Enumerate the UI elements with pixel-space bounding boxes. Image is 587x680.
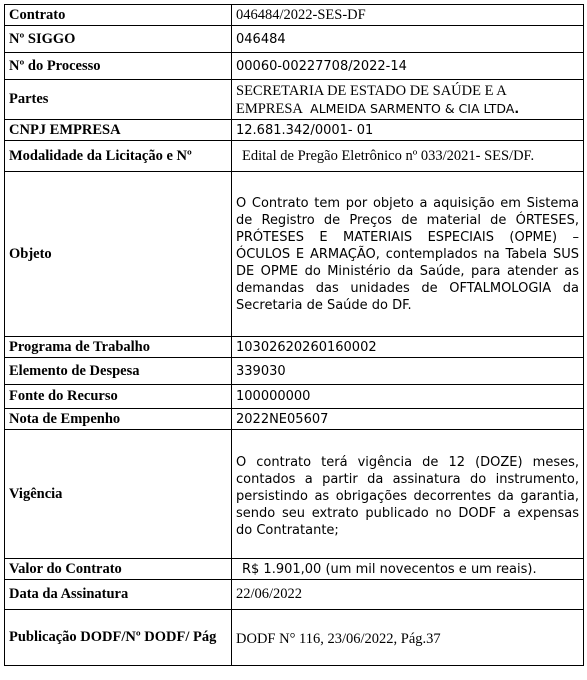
row-elemento bbox=[5, 358, 584, 385]
row-valor bbox=[5, 559, 584, 580]
label-elemento: Elemento de Despesa bbox=[5, 358, 232, 385]
label-contrato: Contrato bbox=[5, 5, 232, 26]
row-cnpj bbox=[5, 120, 584, 141]
label-publicacao: Publicação DODF/Nº DODF/ Pág bbox=[5, 610, 232, 666]
row-vigencia bbox=[5, 430, 584, 559]
value-partes bbox=[232, 80, 584, 120]
value-contrato: 046484/2022-SES-DF bbox=[232, 5, 584, 26]
row-data bbox=[5, 580, 584, 610]
label-partes: Partes bbox=[5, 80, 232, 120]
row-contrato bbox=[5, 5, 584, 26]
value-vigencia: O contrato terá vigência de 12 (DOZE) meses, contados a partir da assinatura do instrumento, persistindo as obrigações decorrentes da garantia, sendo seu extrato publicado no DODF a expensas do Contratante; bbox=[232, 430, 584, 559]
value-publicacao: DODF N° 116, 23/06/2022, Pág.37 bbox=[232, 610, 584, 666]
label-data: Data da Assinatura bbox=[5, 580, 232, 610]
label-processo: Nº do Processo bbox=[5, 53, 232, 80]
partes-company: ALMEIDA SARMENTO & CIA LTDA bbox=[310, 100, 515, 116]
row-fonte bbox=[5, 385, 584, 409]
value-elemento: 339030 bbox=[232, 358, 584, 385]
value-data: 22/06/2022 bbox=[232, 580, 584, 610]
label-vigencia: Vigência bbox=[5, 430, 232, 559]
label-siggo: Nº SIGGO bbox=[5, 26, 232, 53]
row-programa bbox=[5, 337, 584, 358]
contract-extract-table bbox=[4, 4, 584, 666]
label-modalidade: Modalidade da Licitação e Nº bbox=[5, 141, 232, 172]
partes-line1: SECRETARIA DE ESTADO DE SAÚDE E A bbox=[236, 82, 507, 99]
label-fonte: Fonte do Recurso bbox=[5, 385, 232, 409]
row-modalidade bbox=[5, 141, 584, 172]
value-fonte: 100000000 bbox=[232, 385, 584, 409]
value-modalidade: Edital de Pregão Eletrônico nº 033/2021- SES/DF. bbox=[232, 141, 584, 172]
partes-prefix: EMPRESA bbox=[236, 100, 303, 117]
label-valor: Valor do Contrato bbox=[5, 559, 232, 580]
row-siggo bbox=[5, 26, 584, 53]
label-programa: Programa de Trabalho bbox=[5, 337, 232, 358]
value-siggo: 046484 bbox=[232, 26, 584, 53]
label-objeto: Objeto bbox=[5, 172, 232, 337]
row-empenho bbox=[5, 409, 584, 430]
value-valor: R$ 1.901,00 (um mil novecentos e um reais). bbox=[232, 559, 584, 580]
row-objeto bbox=[5, 172, 584, 337]
row-publicacao bbox=[5, 610, 584, 666]
label-cnpj: CNPJ EMPRESA bbox=[5, 120, 232, 141]
value-cnpj: 12.681.342/0001- 01 bbox=[232, 120, 584, 141]
value-objeto: O Contrato tem por objeto a aquisição em Sistema de Registro de Preços de material de ÓRTESES, PRÓTESES E MATERIAIS ESPECIAIS (OPME) – ÓCULOS E ARMAÇÃO, contemplados na Tabela SUS DE OPME do Ministério da Saúde, para atender as demandas das unidades de OFTALMOLOGIA da Secretaria de Saúde do DF. bbox=[232, 172, 584, 337]
value-processo: 00060-00227708/2022-14 bbox=[232, 53, 584, 80]
partes-period: . bbox=[514, 100, 520, 116]
label-empenho: Nota de Empenho bbox=[5, 409, 232, 430]
row-processo bbox=[5, 53, 584, 80]
value-programa: 10302620260160002 bbox=[232, 337, 584, 358]
value-empenho: 2022NE05607 bbox=[232, 409, 584, 430]
row-partes bbox=[5, 80, 584, 120]
